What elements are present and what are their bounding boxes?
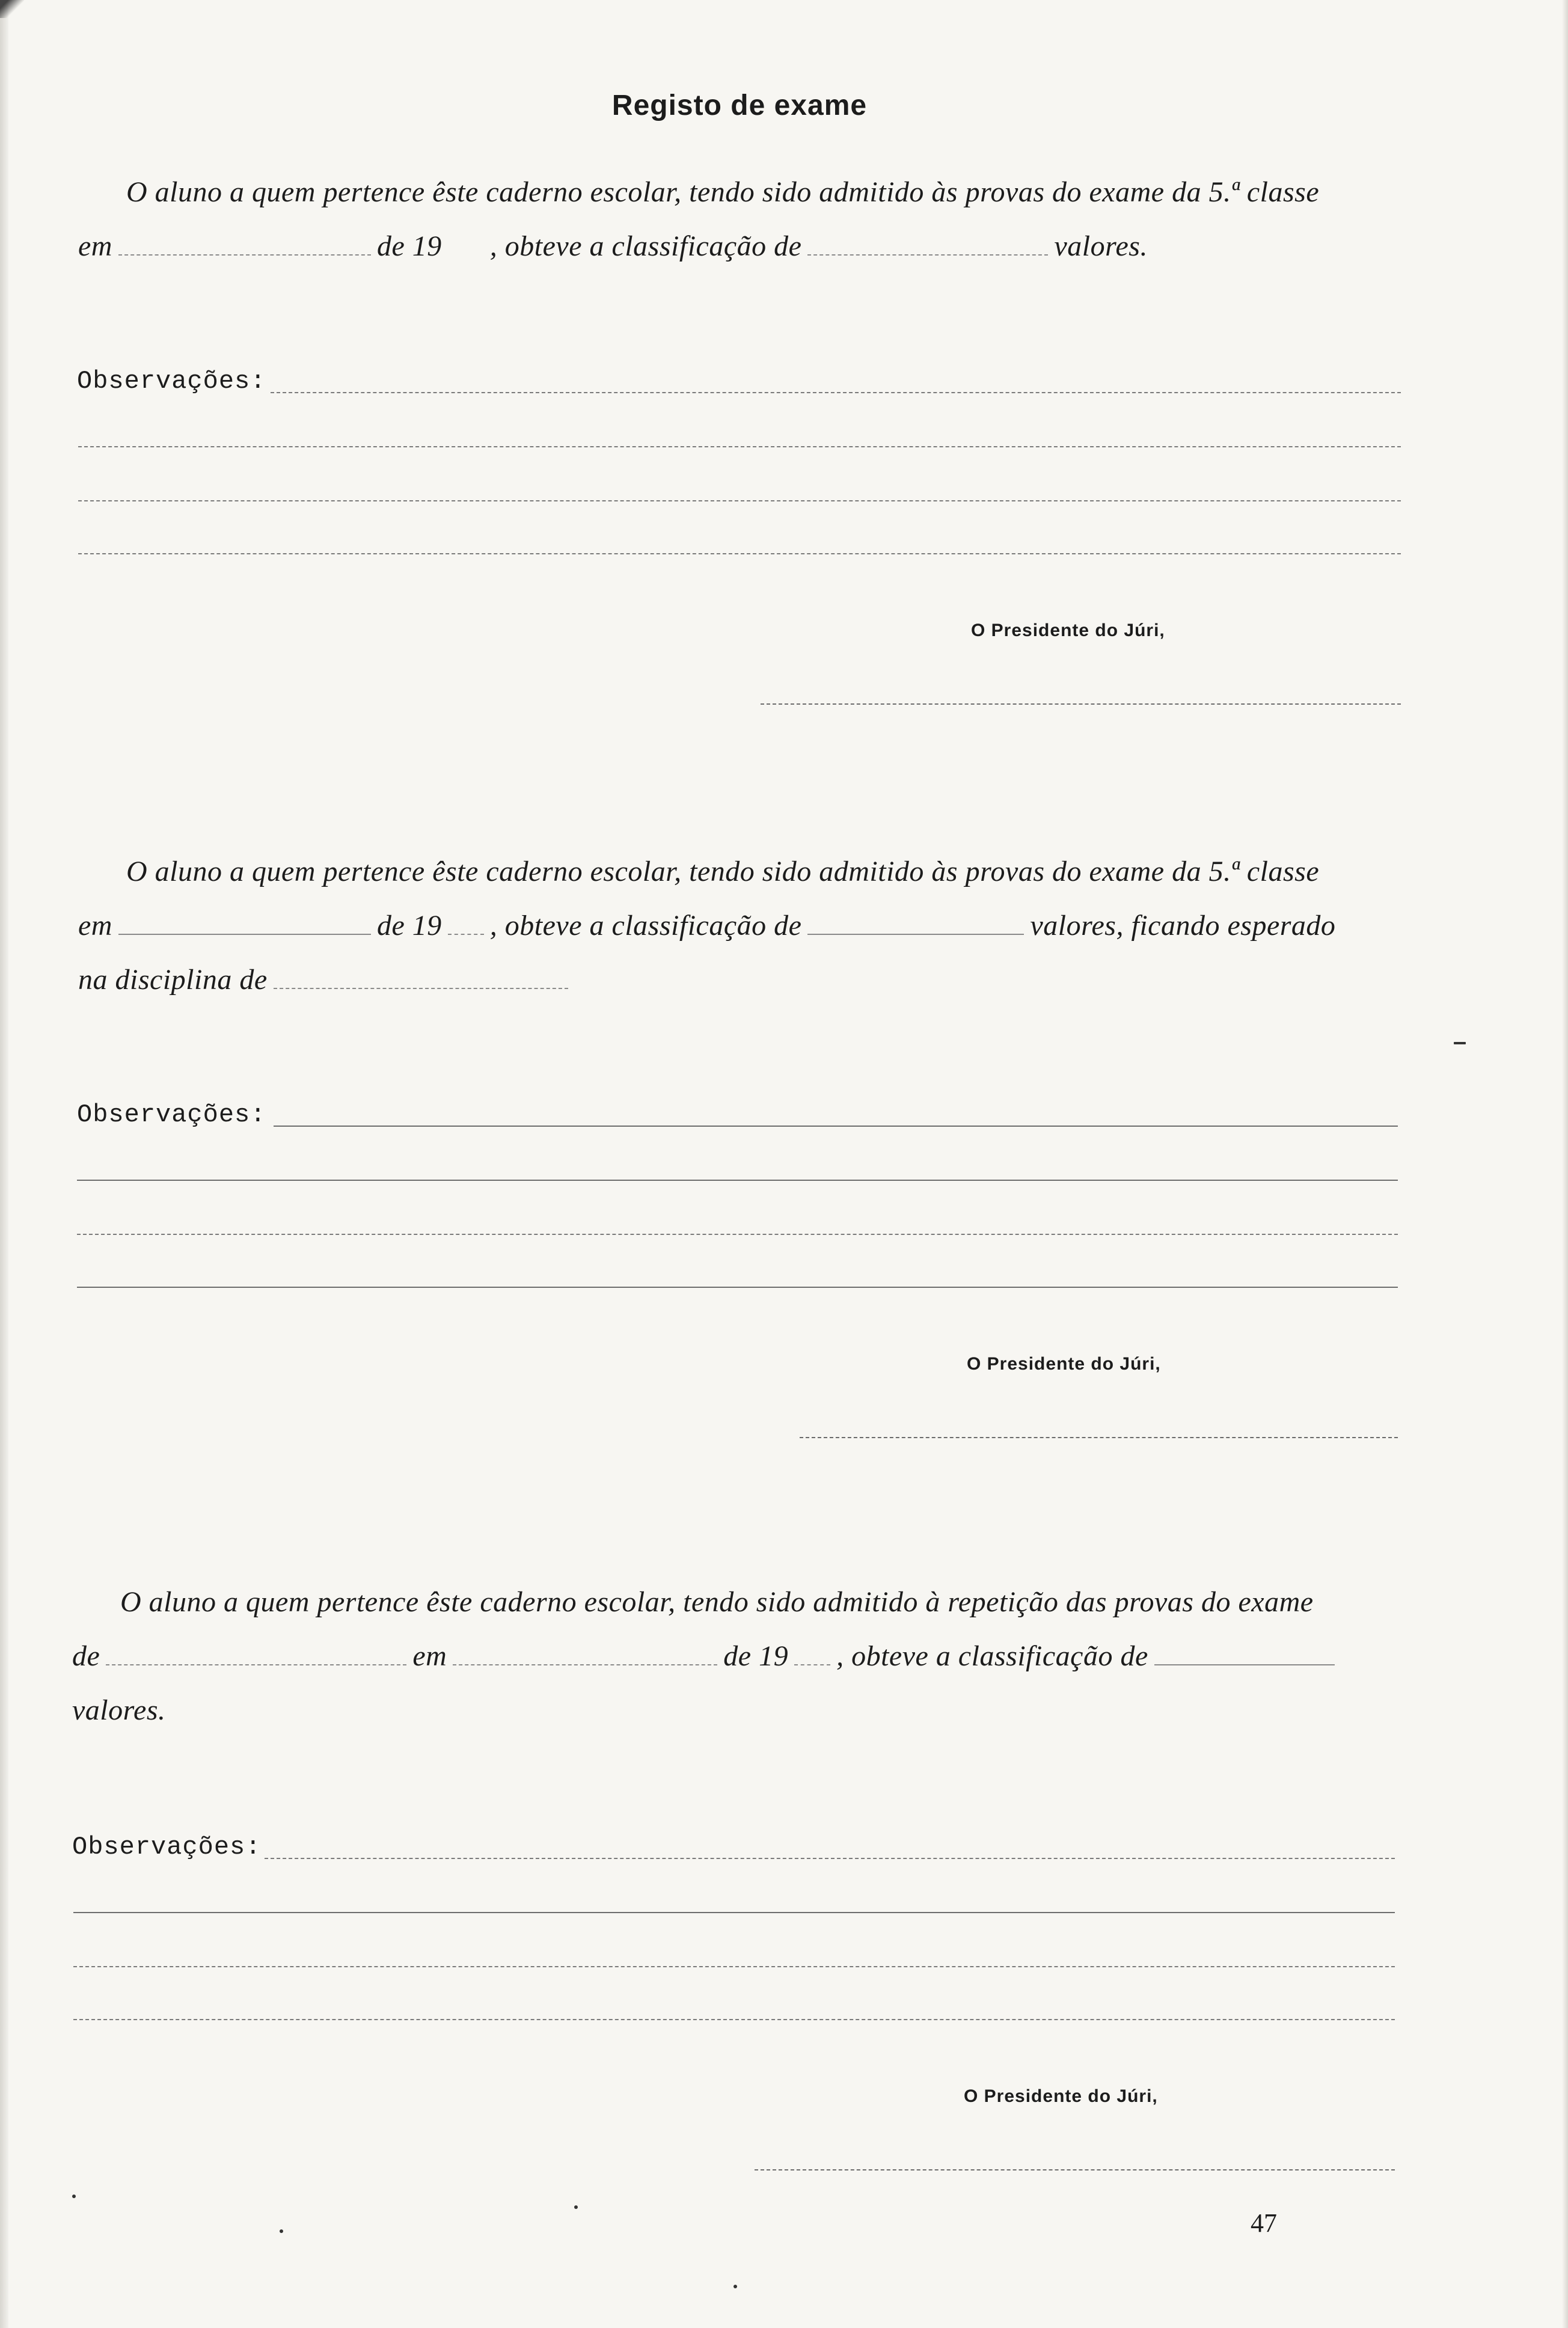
section-3-obs-line-4[interactable]	[73, 2019, 1395, 2020]
section-3-observacoes-label: Observações:	[72, 1833, 262, 1861]
section-1-text-year: de 19	[376, 230, 442, 262]
section-2-obs-line-3[interactable]	[77, 1234, 1398, 1235]
section-1-observacoes-label: Observações:	[77, 367, 266, 396]
section-1-text-em: em	[78, 230, 112, 262]
section-2-president-label: O Presidente do Júri,	[967, 1354, 1161, 1374]
section-3-text-year: de 19	[723, 1640, 789, 1672]
section-3-date-field[interactable]	[453, 1658, 717, 1665]
section-1-paragraph	[78, 165, 1401, 274]
section-1-obs-line-4[interactable]	[78, 553, 1401, 554]
section-3-obs-line-1[interactable]	[265, 1858, 1395, 1859]
section-2-obs-line-4[interactable]	[77, 1287, 1398, 1288]
scan-speck	[280, 2229, 283, 2233]
page-title: Registo de exame	[611, 90, 868, 121]
scan-speck	[1454, 1042, 1466, 1044]
section-3-year-field[interactable]	[794, 1658, 830, 1665]
section-2-line-3	[78, 953, 1401, 1007]
section-3-paragraph	[72, 1575, 1395, 1738]
section-2-paragraph	[78, 845, 1401, 1007]
section-1-year-field[interactable]	[448, 248, 484, 256]
section-2-line-2	[78, 899, 1401, 953]
section-3-obs-line-2[interactable]	[73, 1912, 1395, 1913]
section-3-signature-line[interactable]	[755, 2169, 1395, 2170]
page-left-edge	[0, 0, 8, 2328]
section-2-text-valores: valores, ficando esperado	[1030, 910, 1336, 942]
section-3-line-1: O aluno a quem pertence êste caderno escolar, tendo sido admitido à repetição das provas do exame	[120, 1586, 1314, 1618]
page-corner-shadow	[0, 0, 24, 18]
scan-speck	[72, 2195, 76, 2198]
page-right-edge	[1562, 0, 1568, 2328]
section-1-obs-line-1[interactable]	[271, 392, 1401, 393]
scan-speck	[574, 2205, 578, 2209]
page-number: 47	[1251, 2208, 1277, 2238]
section-2-line-1: O aluno a quem pertence êste caderno escolar, tendo sido admitido às provas do exame da 5.ª classe	[126, 856, 1320, 887]
section-3-text-classification: , obteve a classificação de	[836, 1640, 1148, 1672]
section-2-date-field[interactable]	[118, 928, 371, 935]
section-3-line-3: valores.	[72, 1694, 166, 1726]
section-2-obs-line-2[interactable]	[77, 1180, 1398, 1181]
section-2-obs-line-1[interactable]	[274, 1126, 1398, 1127]
section-2-year-field[interactable]	[448, 928, 484, 935]
section-1-line-1: O aluno a quem pertence êste caderno escolar, tendo sido admitido às provas do exame da 5.ª classe	[126, 176, 1320, 208]
section-3-text-em: em	[412, 1640, 447, 1672]
section-2-text-em: em	[78, 910, 112, 942]
section-1-signature-line[interactable]	[761, 703, 1401, 705]
section-1-text-classification: , obteve a classificação de	[489, 230, 802, 262]
section-3-obs-line-3[interactable]	[73, 1966, 1395, 1967]
section-2-grade-field[interactable]	[807, 928, 1024, 935]
section-1-grade-field[interactable]	[807, 248, 1048, 256]
section-3-subject-field[interactable]	[106, 1658, 406, 1665]
section-3-line-2	[72, 1629, 1395, 1683]
section-2-text-classification: , obteve a classificação de	[489, 910, 802, 942]
section-2-text-year: de 19	[376, 910, 442, 942]
section-1-line-2	[78, 219, 1401, 274]
section-1-date-field[interactable]	[118, 248, 371, 256]
section-1-president-label: O Presidente do Júri,	[971, 620, 1165, 640]
section-3-president-label: O Presidente do Júri,	[964, 2086, 1158, 2106]
section-1-obs-line-2[interactable]	[78, 446, 1401, 447]
section-1-obs-line-3[interactable]	[78, 500, 1401, 501]
section-2-discipline-field[interactable]	[274, 982, 568, 989]
section-1-text-valores: valores.	[1054, 230, 1148, 262]
section-2-text-disciplina: na disciplina de	[78, 964, 268, 996]
section-3-grade-field[interactable]	[1154, 1658, 1335, 1665]
scan-speck	[733, 2285, 737, 2288]
section-2-observacoes-label: Observações:	[77, 1100, 266, 1129]
section-3-text-de: de	[72, 1640, 100, 1672]
section-2-signature-line[interactable]	[800, 1437, 1398, 1438]
